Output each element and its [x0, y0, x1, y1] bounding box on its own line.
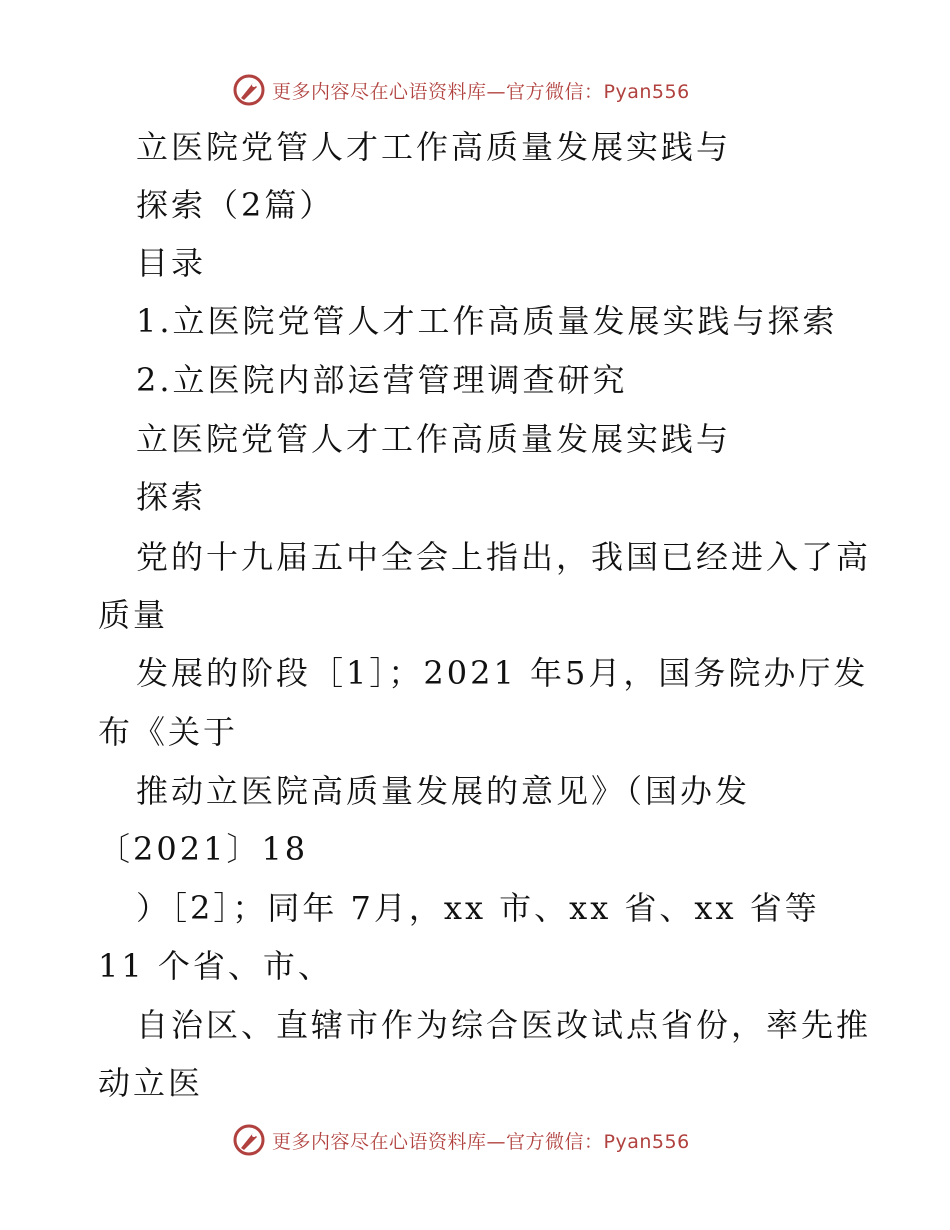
- paragraph-line: 党的十九届五中全会上指出，我国已经进入了高: [136, 538, 872, 576]
- toc-item-2: 2.立医院内部运营管理调查研究: [136, 361, 628, 399]
- toc-item-1: 1.立医院党管人才工作高质量发展实践与探索: [136, 302, 838, 340]
- paragraph-line: 动立医: [98, 1064, 204, 1102]
- paragraph-line: 质量: [98, 596, 169, 634]
- paragraph-line: 11 个省、市、: [98, 947, 333, 985]
- paragraph-line: ）［2］；同年 7月，xx 市、xx 省、xx 省等: [136, 889, 820, 927]
- doc-title-line-2: 探索（2篇）: [136, 186, 335, 224]
- doc-title-line-1: 立医院党管人才工作高质量发展实践与: [136, 128, 732, 166]
- paragraph-line: 自治区、直辖市作为综合医改试点省份，率先推: [136, 1006, 872, 1044]
- pen-nib-circle-icon: [232, 1123, 266, 1157]
- paragraph-line: 推动立医院高质量发展的意见》（国办发: [136, 772, 751, 810]
- paragraph-line: 发展的阶段［1］；2021 年5月，国务院办厅发: [136, 654, 869, 692]
- watermark-text: 更多内容尽在心语资料库—官方微信：Pyan556: [272, 80, 690, 103]
- watermark-text: 更多内容尽在心语资料库—官方微信：Pyan556: [272, 1130, 690, 1153]
- footer-watermark: [232, 1122, 690, 1158]
- header-watermark: [232, 72, 690, 108]
- paragraph-line: 布《关于: [98, 713, 239, 751]
- section-title-line-2: 探索: [136, 478, 207, 516]
- pen-nib-circle-icon: [232, 73, 266, 107]
- paragraph-line: 〔2021〕18: [98, 830, 309, 868]
- toc-heading: 目录: [136, 244, 207, 282]
- section-title-line-1: 立医院党管人才工作高质量发展实践与: [136, 420, 732, 458]
